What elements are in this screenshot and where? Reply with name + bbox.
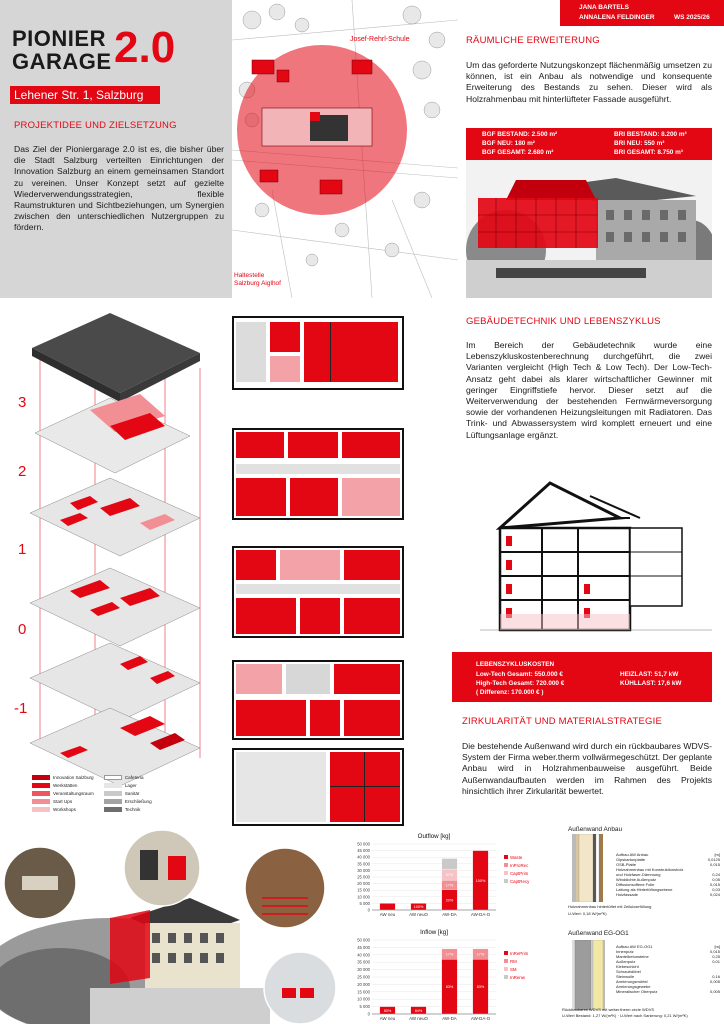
wall-anbau-u: U-Wert: 0,18 W/(m²K): [568, 911, 607, 916]
legend-item: Start Ups: [32, 797, 94, 805]
title-version: 2.0: [114, 23, 176, 72]
x-tick-label: AW neu: [379, 1016, 396, 1021]
x-tick-label: AW neu: [379, 912, 396, 917]
legend-label: CaptRecy: [510, 879, 530, 884]
wall-bestand-drawing: [568, 940, 608, 1010]
wall-anbau-heading: Außenwand Anbau: [568, 826, 623, 833]
legend-swatch: [504, 879, 508, 883]
legend-item: Erschließung: [104, 797, 152, 805]
stat-bri-bestand: BRI BESTAND: 8.200 m³: [614, 131, 687, 138]
building-render-drawing: [466, 160, 712, 298]
semester: WS 2025/26: [674, 14, 710, 21]
building-section: [480, 478, 712, 638]
y-tick-label: 25 000: [357, 874, 370, 880]
floor-label-1: 1: [18, 541, 27, 558]
axo-floor-1: [30, 568, 200, 646]
legend-label: Waste: [510, 855, 523, 860]
legend-label: CaptPrim: [510, 871, 529, 876]
floor-label-3: 3: [18, 394, 27, 411]
y-tick-label: 30 000: [357, 967, 370, 973]
bar-data-label: 100%: [413, 905, 424, 910]
y-tick-label: 0: [367, 907, 370, 913]
title-line2: GARAGE: [12, 49, 112, 74]
bar-data-label: 83%: [476, 985, 485, 990]
building-section-drawing: [480, 478, 712, 638]
bar-data-label: 17%: [445, 952, 454, 957]
floor-plan-2: [232, 428, 404, 520]
lebenszyklus-high: High-Tech Gesamt: 720.000 €: [476, 680, 565, 687]
y-tick-label: 35 000: [357, 959, 370, 965]
y-tick-label: 15 000: [357, 887, 370, 893]
zirkularitaet-heading: ZIRKULARITÄT UND MATERIALSTRATEGIE: [462, 716, 662, 727]
legend-item: Sanitär: [104, 789, 152, 797]
legend-label: InRePrim: [510, 951, 529, 956]
axo-floor-3: [35, 394, 190, 473]
legend-label: RM: [510, 959, 517, 964]
legend-item: Workshops: [32, 805, 94, 813]
legend-label: InRenw: [510, 975, 525, 980]
render-composition-drawing: [0, 828, 340, 1024]
bar-data-label: 83%: [445, 985, 454, 990]
render-composition: [0, 828, 340, 1024]
legend-item: Veranstaltungsraum: [32, 789, 94, 797]
legend-swatch: [504, 975, 508, 979]
y-tick-label: 25 000: [357, 974, 370, 980]
wall-bestand-table: Aufbau AW EG-OG1 [m] Innenputz 0,015 Mantelbetonsteine 0,25 Außenputz 0,01 Klebeschicht Schraubdübel Steinwolle 0,16 Armierungsmörtel 0,005 Armierungsgewebe Mineralischer Oberputz 0,005: [616, 944, 720, 994]
wall-anbau-drawing: [568, 834, 608, 902]
bar-data-label: 17%: [445, 883, 454, 888]
y-tick-label: 0: [367, 1011, 370, 1017]
y-tick-label: 40 000: [357, 952, 370, 958]
legend-swatch: [504, 967, 508, 971]
x-tick-label: AW neuO: [409, 912, 428, 917]
heizlast: HEIZLAST: 51,7 kW: [620, 671, 679, 678]
stat-bri-gesamt: BRI GESAMT: 8.750 m³: [614, 149, 683, 156]
chart-title: Inflow [kg]: [420, 929, 448, 936]
projektidee-heading: PROJEKTIDEE UND ZIELSETZUNG: [14, 120, 177, 131]
kuehllast: KÜHLLAST: 17,6 kW: [620, 680, 682, 687]
site-map-drawing: [232, 0, 458, 298]
legend: [32, 773, 212, 813]
interior-render-hall: [245, 848, 325, 928]
bar-data-label: 84%: [414, 1008, 423, 1013]
y-tick-label: 50 000: [357, 841, 370, 847]
x-tick-label: AW-DA-O: [470, 912, 491, 917]
projektidee-text: Das Ziel der Pioniergarage 2.0 ist es, die bisher über die Stadt Salzburg verteilten Einrichtungen der Innovation Salzburg an einem gemeinsamen Standort zu vereinen. Unser Konzept setzt auf gezielte Wiederverwendungsstrategien, flexible Raumstrukturen und Sichtbeziehungen, um Synergien zwischen den unterschiedlichen Nutzergruppen zu fördern.: [14, 144, 224, 233]
wall-bestand-diagram: [568, 940, 608, 1010]
title-line1: PIONIER: [12, 26, 106, 51]
wall-anbau-diagram: [568, 834, 608, 902]
bar-segment: [380, 903, 396, 910]
floor-plan-1: [232, 546, 404, 638]
y-tick-label: 20 000: [357, 881, 370, 887]
y-tick-label: 45 000: [357, 848, 370, 854]
floor-label-minus1: -1: [14, 700, 28, 717]
gebaeudetechnik-text: Im Bereich der Gebäudetechnik wurde eine Lebenszykluskostenberechnung durchgeführt, die zwei Varianten vergleicht (High Tech & Low Tech). Der Low-Tech-Ansatz geht dabei als klarer wirtschaftlicher Gewinner mit geringer Eingriffstiefe hervor. Dieser setzt auf die Weiterverwendung der bestehenden Fernwärmeversorgung sowie der vorhandenen Heizungsleitungen mit Radiatoren. Das Trink- und Abwassersystem wird komplett erneuert und eine Lüftungsanlage ergänzt.: [466, 340, 712, 440]
site-map: [232, 0, 458, 298]
erweiterung-text: Um das geforderte Nutzungskonzept flächenmäßig umsetzen zu können, ist ein Anbau als notwendige und konsequente Erweiterung des Bestands zu sehen. Dieser wird als Holzrahmenbau mit hinterlüfteter Fassade ausgeführt.: [466, 60, 712, 104]
lebenszyklus-low: Low-Tech Gesamt: 550.000 €: [476, 671, 563, 678]
stat-bgf-bestand: BGF BESTAND: 2.500 m²: [482, 131, 558, 138]
outflow-chart: [348, 830, 538, 920]
stat-bgf-gesamt: BGF GESAMT: 2.680 m²: [482, 149, 554, 156]
wall-bestand-u: U-Wert Bestand: 1,27 W/(m²K) · U-Wert nach Sanierung: 0,21 W/(m²K): [562, 1013, 688, 1018]
legend-swatch: [504, 863, 508, 867]
y-tick-label: 5 000: [359, 900, 370, 906]
bar-data-label: 100%: [475, 878, 486, 883]
axo-floor-2: [30, 478, 200, 556]
axonometry: [0, 298, 232, 828]
legend-item: Werkstätten: [32, 781, 94, 789]
stat-bri-neu: BRI NEU: 550 m³: [614, 140, 665, 147]
floor-plan-3: [232, 316, 404, 390]
title-address: Lehener Str. 1, Salzburg: [10, 86, 160, 104]
axo-floor-0: [30, 643, 200, 721]
axonometry-drawing: [0, 298, 232, 828]
building-render: [466, 160, 712, 298]
erweiterung-heading: RÄUMLICHE ERWEITERUNG: [466, 35, 600, 46]
legend-item: Innovation Salzburg: [32, 773, 94, 781]
x-tick-label: AW-DA: [442, 912, 457, 917]
floor-plan-minus1: [232, 748, 404, 826]
wall-anbau-note: Holzrahmenbau hinterlüftet mit Zellulosefüllung: [568, 904, 652, 909]
legend-swatch: [504, 871, 508, 875]
floor-label-2: 2: [18, 463, 27, 480]
legend-item: Cafeteria: [104, 773, 152, 781]
author-2: ANNALENA FELDINGER: [579, 14, 655, 21]
author-1: JANA BARTELS: [579, 4, 629, 11]
y-tick-label: 20 000: [357, 981, 370, 987]
chart-title: Outflow [kg]: [417, 833, 451, 840]
x-tick-label: AW neuO: [409, 1016, 428, 1021]
floor-label-0: 0: [18, 621, 27, 638]
legend-swatch: [504, 855, 508, 859]
interior-render-lounge: [124, 830, 200, 906]
gebaeudetechnik-heading: GEBÄUDETECHNIK UND LEBENSZYKLUS: [466, 316, 661, 327]
y-tick-label: 45 000: [357, 944, 370, 950]
legend-label: InProRec: [510, 863, 529, 868]
map-label-school: Josef-Rehrl-Schule: [350, 36, 410, 43]
y-tick-label: 10 000: [357, 996, 370, 1002]
y-tick-label: 40 000: [357, 854, 370, 860]
map-label-stop: Haltestelle Salzburg Aiglhof: [234, 272, 281, 287]
legend-item: Lager: [104, 781, 152, 789]
y-tick-label: 30 000: [357, 867, 370, 873]
y-tick-label: 35 000: [357, 861, 370, 867]
lebenszyklus-heading: LEBENSZYKLUSKOSTEN: [476, 661, 555, 668]
y-tick-label: 15 000: [357, 989, 370, 995]
floor-plan-0: [232, 660, 404, 740]
lebenszyklus-diff: ( Differenz: 170.000 € ): [476, 689, 544, 696]
bar-data-label: 80%: [383, 1008, 392, 1013]
legend-item: Technik: [104, 805, 152, 813]
legend-swatch: [504, 951, 508, 955]
bar-data-label: 20%: [445, 898, 454, 903]
wall-anbau-table: Aufbau AW Anbau [m] Gipskartonplatte 0,0125 OSB-Platte 0,015 Holzrahmenbau mit Konstruktionsholz und Holzfaser-Dämmung 0,24 Winddichte Außenputz 0,05 Diffusionsoffene Folie 0,015 Lattung als Hinterlüftungsebene 0,03 Holzfassade 0,024: [616, 852, 720, 897]
legend-label: SM: [510, 967, 517, 972]
bar-data-label: 57%: [445, 873, 454, 878]
inflow-chart: [348, 926, 538, 1024]
bar-segment: [442, 859, 458, 870]
wall-bestand-heading: Außenwand EG-OG1: [568, 930, 629, 937]
zirkularitaet-text: Die bestehende Außenwand wird durch ein rückbaubares WDVS-System der Firma weber.therm vollwärmegeschützt. Der geplante Anbau wird in Holzrahmenbauweise ausgeführt. Beide Außenwandaufbauten werden im Rahmen des Projekts hinsichtlich ihrer Zirkularität bewertet.: [462, 741, 712, 796]
y-tick-label: 50 000: [357, 937, 370, 943]
stat-bgf-neu: BGF NEU: 180 m²: [482, 140, 535, 147]
x-tick-label: AW-DA: [442, 1016, 457, 1021]
bar-data-label: 17%: [476, 952, 485, 957]
y-tick-label: 10 000: [357, 894, 370, 900]
legend-swatch: [504, 959, 508, 963]
y-tick-label: 5 000: [359, 1004, 370, 1010]
x-tick-label: AW-DA-O: [470, 1016, 491, 1021]
wall-bestand-note: Rückbaubares WDVS mit weber.therm circle WDVS: [562, 1007, 655, 1012]
